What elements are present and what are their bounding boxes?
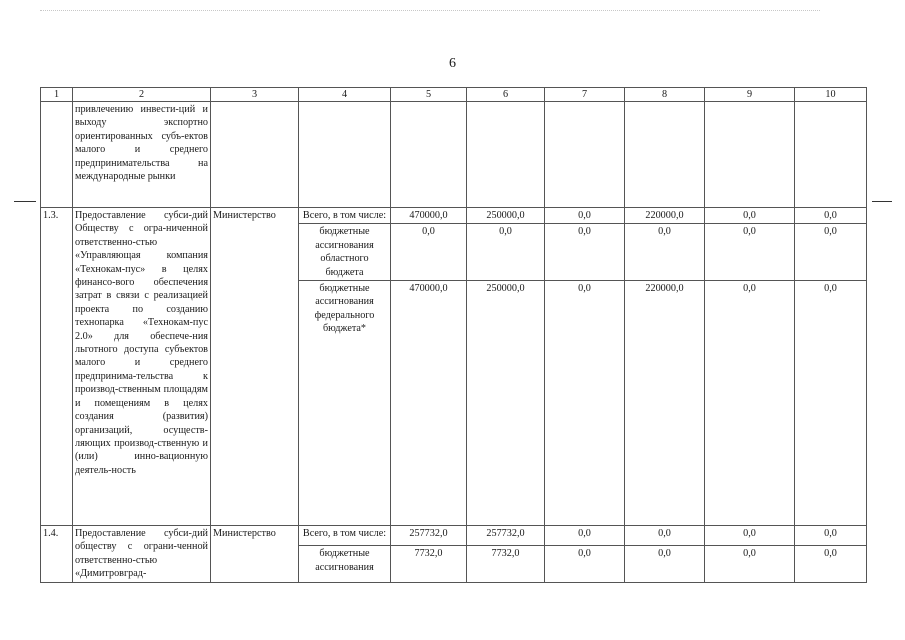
value-cell: 250000,0 (467, 208, 545, 224)
page-number: 6 (449, 56, 456, 71)
fold-mark-left (14, 201, 36, 202)
value-cell: 220000,0 (625, 281, 705, 526)
value-cell: 0,0 (545, 526, 625, 546)
funding-source: Всего, в том числе: (299, 526, 391, 546)
fold-mark-right (872, 201, 892, 202)
value-cell (391, 102, 467, 208)
item-number-cell (41, 102, 73, 208)
value-cell: 0,0 (625, 224, 705, 281)
value-cell: 7732,0 (467, 546, 545, 583)
column-number: 5 (391, 88, 467, 102)
item-description: привлечению инвести-ций и выходу экспортно ориентированных субъ-ектов малого и среднего предпринимательства на международные рынки (73, 102, 211, 208)
value-cell: 7732,0 (391, 546, 467, 583)
value-cell: 0,0 (795, 208, 867, 224)
source-cell (299, 102, 391, 208)
value-cell: 0,0 (705, 281, 795, 526)
value-cell (705, 102, 795, 208)
value-cell: 0,0 (795, 526, 867, 546)
value-cell: 0,0 (795, 281, 867, 526)
column-number: 7 (545, 88, 625, 102)
column-number: 4 (299, 88, 391, 102)
value-cell: 220000,0 (625, 208, 705, 224)
value-cell: 0,0 (705, 208, 795, 224)
funding-source: бюджетные ассигнования областного бюджета (299, 224, 391, 281)
value-cell: 0,0 (545, 546, 625, 583)
scan-edge-noise (40, 10, 820, 11)
value-cell: 0,0 (391, 224, 467, 281)
column-number: 6 (467, 88, 545, 102)
value-cell: 250000,0 (467, 281, 545, 526)
value-cell: 0,0 (625, 526, 705, 546)
value-cell: 0,0 (467, 224, 545, 281)
value-cell: 257732,0 (467, 526, 545, 546)
item-number: 1.3. (41, 208, 73, 526)
value-cell (795, 102, 867, 208)
column-number: 2 (73, 88, 211, 102)
executor: Министерство (211, 208, 299, 526)
value-cell: 470000,0 (391, 281, 467, 526)
value-cell (467, 102, 545, 208)
value-cell: 0,0 (625, 546, 705, 583)
value-cell: 0,0 (705, 224, 795, 281)
item-number: 1.4. (41, 526, 73, 583)
column-number: 9 (705, 88, 795, 102)
value-cell: 0,0 (545, 208, 625, 224)
executor: Министерство (211, 526, 299, 583)
value-cell: 0,0 (795, 546, 867, 583)
column-number: 3 (211, 88, 299, 102)
budget-table (40, 87, 867, 583)
value-cell: 0,0 (545, 224, 625, 281)
value-cell: 0,0 (705, 546, 795, 583)
value-cell: 0,0 (705, 526, 795, 546)
value-cell: 257732,0 (391, 526, 467, 546)
table-row-1-3-total (41, 208, 867, 224)
funding-source: бюджетные ассигнования (299, 546, 391, 583)
table-row-continuation (41, 102, 867, 208)
value-cell: 0,0 (545, 281, 625, 526)
item-description: Предоставление субси-дий Обществу с огра-ниченной ответственно-стью «Управляющая компания «Технокам-пус» в целях финансо-вого обеспечения затрат в связи с реализацией проекта по созданию технопарка «Технокам-пус 2.0» для обеспече-ния льготного доступа субъектов малого и среднего предпринима-тельства к производ-ственным площадям и помещениям в целях создания (развития) организаций, осуществ-ляющих производ-ственную и (или) инно-вационную деятель-ность (73, 208, 211, 526)
executor-cell (211, 102, 299, 208)
funding-source: Всего, в том числе: (299, 208, 391, 224)
column-number-row (41, 88, 867, 102)
column-number: 10 (795, 88, 867, 102)
value-cell (545, 102, 625, 208)
column-number: 1 (41, 88, 73, 102)
value-cell (625, 102, 705, 208)
table-row-1-4-total (41, 526, 867, 546)
item-description: Предоставление субси-дий обществу с ограни-ченной ответственно-стью «Димитровград- (73, 526, 211, 583)
value-cell: 0,0 (795, 224, 867, 281)
funding-source: бюджетные ассигнования федерального бюджета* (299, 281, 391, 526)
column-number: 8 (625, 88, 705, 102)
value-cell: 470000,0 (391, 208, 467, 224)
